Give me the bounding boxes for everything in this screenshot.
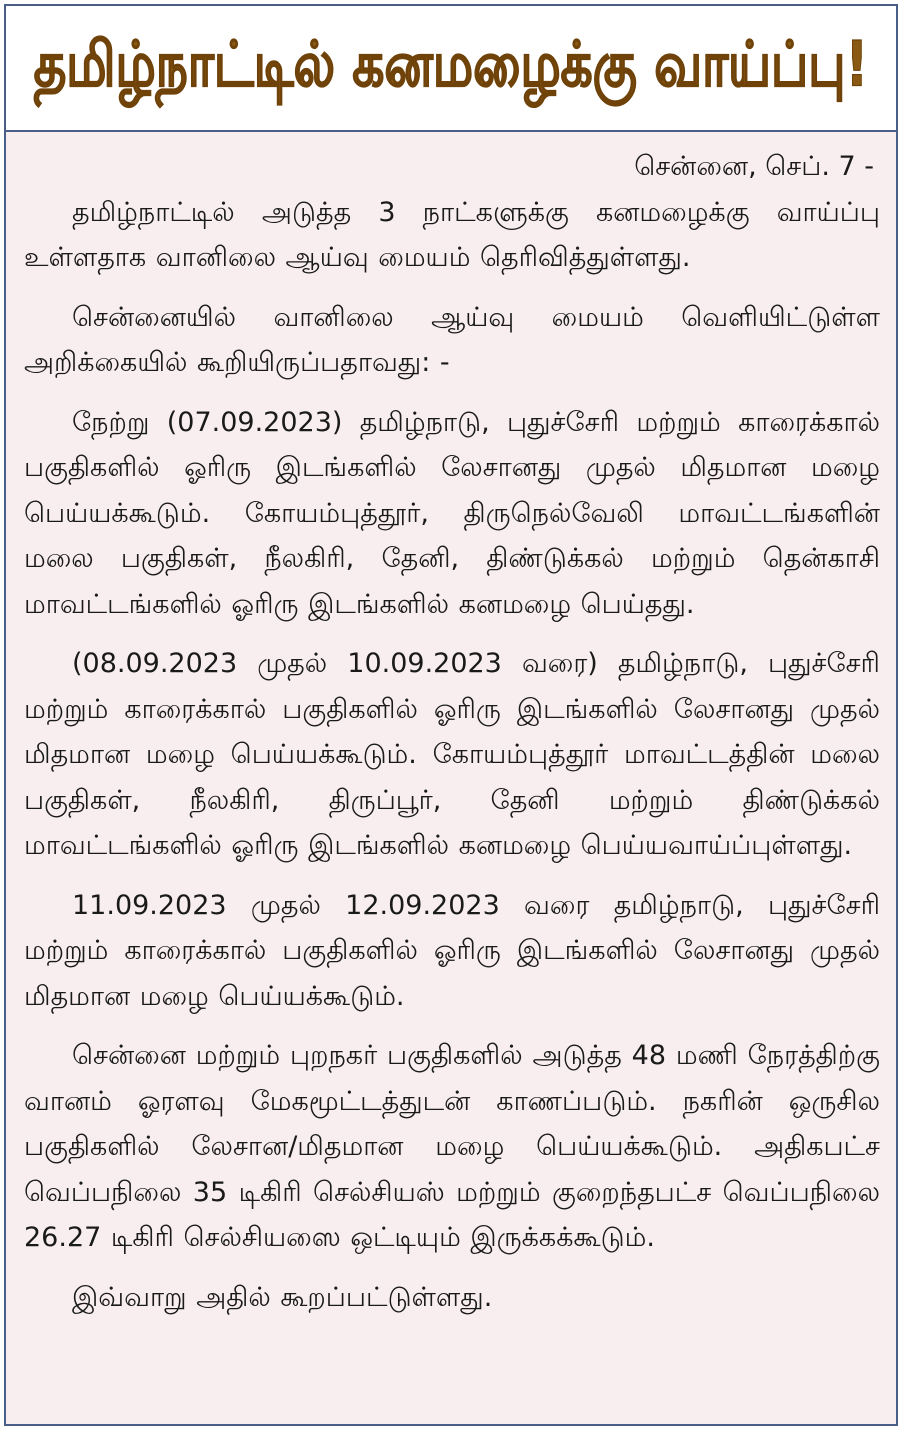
paragraph: இவ்வாறு அதில் கூறப்பட்டுள்ளது.	[72, 1281, 493, 1313]
dateline: சென்னை, செப். 7 -	[634, 151, 874, 182]
paragraph: (08.09.2023 முதல் 10.09.2023 வரை) தமிழ்நாடு, புதுச்சேரி மற்றும் காரைக்கால் பகுதிகளில் ஓரிரு இடங்களில் லேசானது முதல் மிதமான மழை பெய்யக்கூடும். கோயம்புத்தூர் மாவட்டத்தின் மலை பகுதிகள், நீலகிரி, திருப்பூர், தேனி மற்றும் திண்டுக்கல் மாவட்டங்களில் ஓரிரு இடங்களில் கனமழை பெய்யவாய்ப்புள்ளது.	[24, 648, 880, 861]
paragraph: தமிழ்நாட்டில் அடுத்த 3 நாட்களுக்கு கனமழைக்கு வாய்ப்பு உள்ளதாக வானிலை ஆய்வு மையம் தெரிவித்துள்ளது.	[24, 196, 880, 273]
paragraph: நேற்று (07.09.2023) தமிழ்நாடு, புதுச்சேரி மற்றும் காரைக்கால் பகுதிகளில் ஓரிரு இடங்களில் லேசானது முதல் மிதமான மழை பெய்யக்கூடும். கோயம்புத்தூர், திருநெல்வேலி மாவட்டங்களின் மலை பகுதிகள், நீலகிரி, தேனி, திண்டுக்கல் மற்றும் தென்காசி மாவட்டங்களில் ஓரிரு இடங்களில் கனமழை பெய்தது.	[24, 406, 880, 620]
headline-band	[6, 6, 896, 132]
headline: தமிழ்நாட்டில் கனமழைக்கு வாய்ப்பு!	[33, 27, 869, 100]
paragraph: சென்னை மற்றும் புறநகர் பகுதிகளில் அடுத்த 48 மணி நேரத்திற்கு வானம் ஓரளவு மேகமூட்டத்துடன் காணப்படும். நகரின் ஒருசில பகுதிகளில் லேசான/மிதமான மழை பெய்யக்கூடும். அதிகபட்ச வெப்பநிலை 35 டிகிரி செல்சியஸ் மற்றும் குறைந்தபட்ச வெப்பநிலை 26.27 டிகிரி செல்சியஸை ஒட்டியும் இருக்கக்கூடும்.	[24, 1040, 880, 1253]
news-clipping	[4, 4, 898, 1426]
paragraph: சென்னையில் வானிலை ஆய்வு மையம் வெளியிட்டுள்ள அறிக்கையில் கூறியிருப்பதாவது: -	[24, 301, 880, 378]
article-body	[24, 144, 880, 1334]
paragraph: 11.09.2023 முதல் 12.09.2023 வரை தமிழ்நாடு, புதுச்சேரி மற்றும் காரைக்கால் பகுதிகளில் ஓரிரு இடங்களில் லேசானது முதல் மிதமான மழை பெய்யக்கூடும்.	[24, 889, 880, 1012]
